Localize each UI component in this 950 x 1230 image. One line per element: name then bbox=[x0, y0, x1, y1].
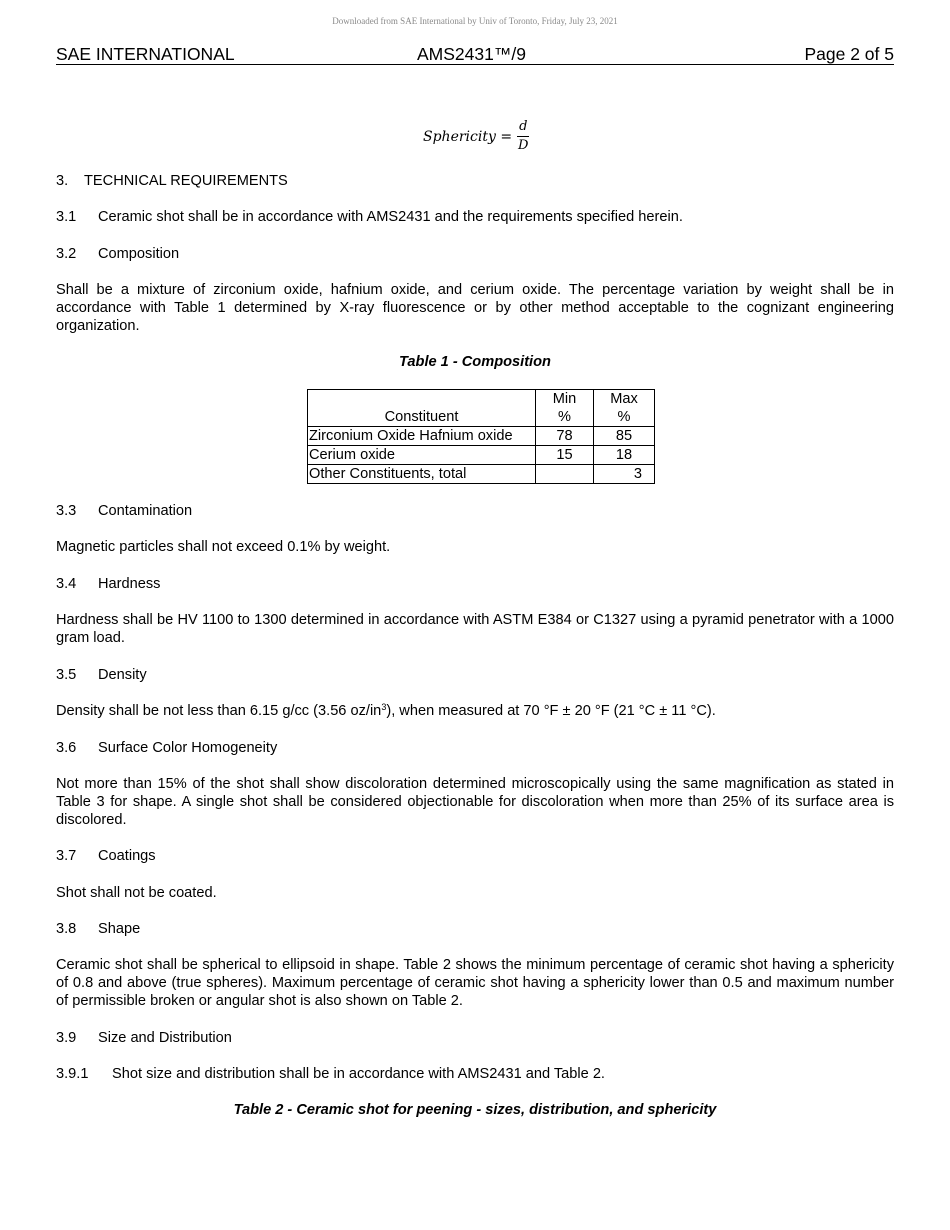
section-3-9-1: 3.9.1 Shot size and distribution shall be in accordance with AMS2431 and Table 2. bbox=[56, 1066, 605, 1082]
section-3-3-heading: 3.3 Contamination bbox=[56, 503, 193, 519]
section-3-8-text: Ceramic shot shall be spherical to ellipsoid in shape. Table 2 shows the minimum percentage of ceramic shot having a sphericity of 0.8 and above (true spheres). Maximum percentage of ceramic shot having a sphericity lower than 0.5 and maximum number of permissible broken or angular shot is also shown on Table 2. bbox=[56, 957, 894, 1009]
section-3-7-heading: 3.7 Coatings bbox=[56, 848, 156, 864]
section-3-4-text: Hardness shall be HV 1100 to 1300 determined in accordance with ASTM E384 or C1327 using a pyramid penetrator with a 1000 gram load. bbox=[56, 612, 894, 646]
section-3-5-text: Density shall be not less than 6.15 g/cc (3.56 $oz/in^3$), when measured at 70 °F ± 20 °F (21 °C ± 11 °C). bbox=[56, 702, 716, 719]
formula-numerator: d bbox=[517, 119, 529, 137]
table-header-row bbox=[308, 390, 655, 427]
section-3-1: 3.1 Ceramic shot shall be in accordance with AMS2431 and the requirements specified herein. bbox=[56, 209, 683, 225]
table-row: Other Constituents, total 3 bbox=[308, 465, 655, 484]
header-doc-id: AMS2431™/9 bbox=[417, 44, 526, 64]
section-3-8-heading: 3.8 Shape bbox=[56, 921, 141, 937]
section-3-5-heading: 3.5 Density bbox=[56, 667, 147, 683]
table-row: Cerium oxide 15 18 bbox=[308, 446, 655, 465]
header-page-number: Page 2 of 5 bbox=[804, 44, 894, 64]
header-constituent: Constituent bbox=[308, 390, 536, 427]
formula-fraction bbox=[517, 119, 529, 154]
header-org: SAE INTERNATIONAL bbox=[56, 44, 235, 64]
table-1-caption: Table 1 - Composition bbox=[399, 354, 551, 370]
table-2-caption: Table 2 - Ceramic shot for peening - sizes, distribution, and sphericity bbox=[233, 1102, 717, 1118]
header-max: Max % bbox=[594, 390, 655, 427]
sphericity-formula bbox=[423, 119, 529, 154]
section-3-9-heading: 3.9 Size and Distribution bbox=[56, 1030, 232, 1046]
section-3-7-text: Shot shall not be coated. bbox=[56, 885, 217, 901]
section-3-2-heading: 3.2 Composition bbox=[56, 246, 180, 262]
formula-denominator: D bbox=[518, 138, 529, 153]
section-3-3-text: Magnetic particles shall not exceed 0.1% by weight. bbox=[56, 539, 391, 555]
section-3-4-heading: 3.4 Hardness bbox=[56, 576, 161, 592]
header-min: Min % bbox=[536, 390, 594, 427]
section-3-2-text: Shall be a mixture of zirconium oxide, hafnium oxide, and cerium oxide. The percentage variation by weight shall be in accordance with Table 1 determined by X-ray fluorescence or by other method acceptable to the cognizant engineering organization. bbox=[56, 282, 894, 334]
composition-table bbox=[307, 389, 655, 484]
formula-lhs: Sphericity = bbox=[423, 128, 513, 145]
section-3-6-heading: 3.6 Surface Color Homogeneity bbox=[56, 740, 278, 756]
download-watermark: Downloaded from SAE International by Univ of Toronto, Friday, July 23, 2021 bbox=[332, 16, 618, 26]
section-3-6-text: Not more than 15% of the shot shall show discoloration determined microscopically using the same magnification as stated in Table 3 for shape. A single shot shall be considered objectionable for discoloration when more than 25% of its surface area is discolored. bbox=[56, 776, 894, 828]
table-row: Zirconium Oxide Hafnium oxide 78 85 bbox=[308, 427, 655, 446]
section-3-heading: 3. TECHNICAL REQUIREMENTS bbox=[56, 173, 288, 189]
page-header bbox=[56, 44, 894, 65]
